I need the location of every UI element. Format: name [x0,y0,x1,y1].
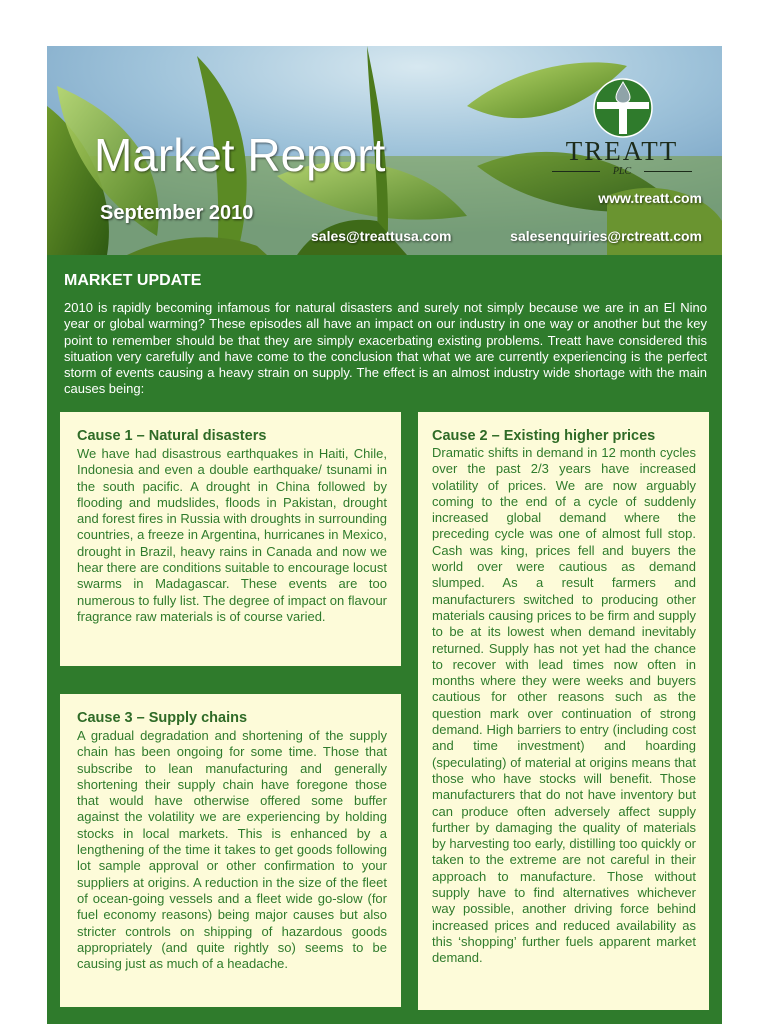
newsletter-page [47,46,722,1024]
cause-3-text: A gradual degradation and shortening of the supply chain has been ongoing for some time. Those that subscribe to lean manufacturing and generally shortening their supply chain have foregone those that would have otherwise offered some buffer against the volatility we are experiencing by holding stocks in local markets. This is enhanced by a lengthening of the time it takes to get goods following lot sample approval or other confirmation to your suppliers at origins. A reduction in the size of the fleet of ocean-going vessels and a fleet wide go-slow (for fuel economy reasons) being major causes but also stricter controls on shipping of hazardous goods appropriately (and quite rightly so) seems to be causing just as much of a headache. [77,728,387,972]
website-link[interactable]: www.treatt.com [598,190,702,206]
logo-plc: PLC [612,166,632,177]
logo-wordmark: TREATT [565,136,679,166]
cause-2-title: Cause 2 – Existing higher prices [432,428,656,444]
treatt-drop-cross-icon [547,78,697,138]
uk-sales-email[interactable]: salesenquiries@rctreatt.com [510,228,702,244]
treatt-logo [547,78,697,180]
logo-rule-right [644,171,692,172]
cause-2-box [418,412,709,1010]
cause-2-text: Dramatic shifts in demand in 12 month cycles over the past 2/3 years have increased volatility of prices. We are now arguably coming to the end of a cycle of suddenly increased global demand where the preceding cycle was one of almost full stop. Cash was king, prices fell and buyers the world over were cautious as demand slumped. As a result farmers and manufacturers switched to producing other materials causing prices to be firm and supply to be at its lowest when demand inevitably returned. Supply has not yet had the chance to recover with lead times now often in months where they were weeks and buyers cautious for other reasons such as the question mark over continuation of strong demand. High barriers to entry (including cost and time investment) and hoarding (speculating) of material at origins means that those who have stocks will benefit. Those manufacturers that do not have inventory but can produce often adversely affect supply further by damaging the quality of materials by harvesting too early, distilling too quickly or taken to the extreme are not careful in their approach to manufacture. Those without supply have to find alternatives whichever way possible, another driving force behind increased prices and reduced availability as this ‘shopping’ further fuels apparent market demand. [432,445,696,966]
report-date: September 2010 [100,202,254,224]
header-banner [47,46,722,255]
market-update-heading: MARKET UPDATE [64,272,202,289]
cause-1-title: Cause 1 – Natural disasters [77,428,267,444]
us-sales-email[interactable]: sales@treattusa.com [311,228,452,244]
cause-1-text: We have had disastrous earthquakes in Haiti, Chile, Indonesia and even a double earthquake/ tsunami in the south pacific. A drought in China followed by flooding and mudslides, floods in Pakistan, drought and forest fires in Russia with droughts in surrounding countries, a freeze in Argentina, hurricanes in Mexico, drought in Brazil, heavy rains in Canada and now we hear there are conditions suitable to encourage locust swarms in Madagascar. These events are too numerous to fully list. The degree of impact on flavour fragrance raw materials is of course varied. [77,446,387,624]
report-title: Market Report [94,129,386,181]
cause-3-box [60,694,401,1007]
cause-1-box [60,412,401,666]
market-update-intro: 2010 is rapidly becoming infamous for natural disasters and surely not simply because we are in an El Nino year or global warming? These episodes all have an impact on our industry in one way or another but the key point to remember should be that they are simply exacerbating existing problems. Treatt have considered this situation very carefully and have come to the conclusion that what we are currently experiencing is the perfect storm of events causing a heavy strain on supply. The effect is an almost industry wide shortage with the main causes being: [64,300,707,397]
cause-3-title: Cause 3 – Supply chains [77,710,248,726]
